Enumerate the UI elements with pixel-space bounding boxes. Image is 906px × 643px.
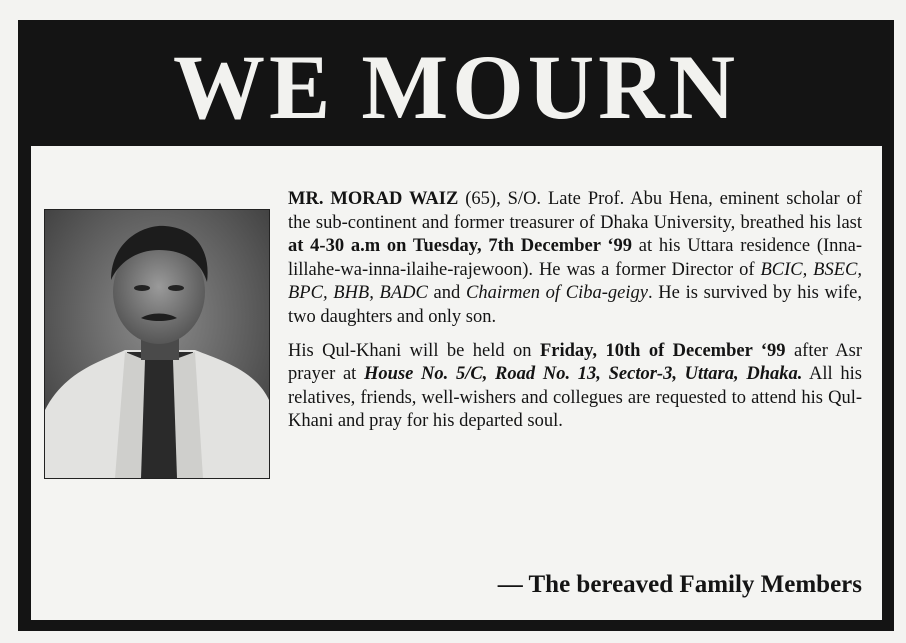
chairman-role: Chairmen of Ciba-geigy (465, 283, 648, 304)
text-segment: All his relatives, friends, well-wishers and collegues are requested to attend his Qul-Khani and pray for his departed soul. (288, 364, 862, 432)
page-title: WE MOURN (172, 36, 740, 138)
header-band (18, 20, 894, 142)
text-segment: and (427, 283, 466, 304)
text-segment: at his Uttara residence (Inna-lillahe-wa-inna-ilaihe-rajewoon). He was a former Director of (288, 236, 863, 280)
qul-khani-date: Friday, 10th of December ‘99 (539, 340, 786, 361)
portrait-photo (44, 209, 270, 479)
notice-text (288, 188, 862, 444)
qul-khani-paragraph (288, 340, 862, 434)
text-segment: His Qul-Khani will be held on (288, 340, 540, 361)
deceased-name: MR. MORAD WAIZ (288, 189, 459, 209)
text-segment: after Asr prayer at (288, 340, 862, 385)
address: House No. 5/C, Road No. 13, Sector-3, Uttara, Dhaka. (364, 364, 803, 385)
organizations: BCIC, BSEC, BPC, BHB, BADC (288, 259, 862, 304)
obituary-paragraph (288, 188, 862, 330)
notice-frame (18, 20, 894, 631)
text-segment: . He is survived by his wife, two daughters and only son. (288, 283, 863, 327)
time-of-death: at 4-30 a.m on Tuesday, 7th December ‘99 (288, 236, 633, 257)
text-segment: (65), S/O. Late Prof. Abu Hena, eminent scholar of the sub-continent and former treasurer of Dhaka University, breathed his last (288, 189, 862, 233)
notice-body (31, 146, 882, 620)
portrait-image (45, 210, 269, 478)
signature: — The bereaved Family Members (497, 571, 862, 598)
